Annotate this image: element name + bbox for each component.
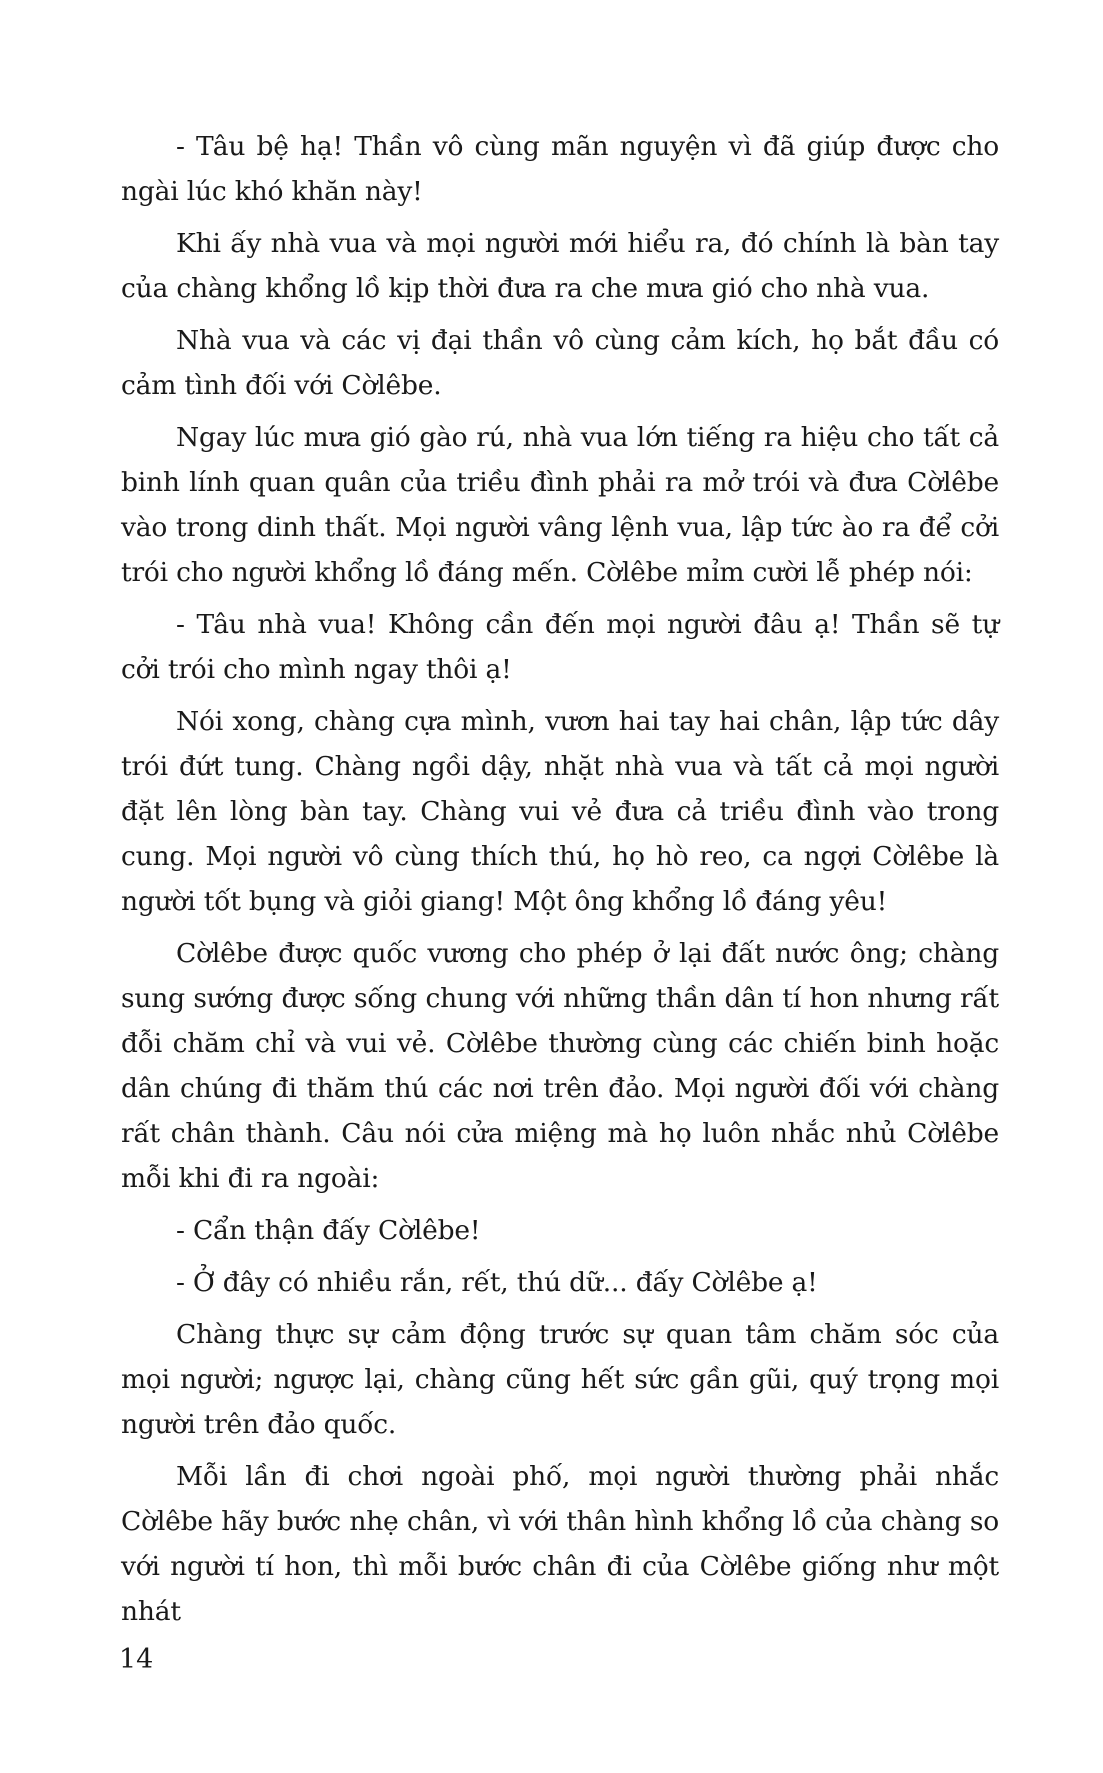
paragraph: - Tâu nhà vua! Không cần đến mọi người đâu ạ! Thần sẽ tự cởi trói cho mình ngay thôi ạ! [121,609,999,685]
paragraph: Khi ấy nhà vua và mọi người mới hiểu ra, đó chính là bàn tay của chàng khổng lồ kịp thời đưa ra che mưa gió cho nhà vua. [121,228,999,304]
paragraph: - Cẩn thận đấy Cờlêbe! [176,1215,481,1246]
paragraph: Ngay lúc mưa gió gào rú, nhà vua lớn tiếng ra hiệu cho tất cả binh lính quan quân của triều đình phải ra mở trói và đưa Cờlêbe vào trong dinh thất. Mọi người vâng lệnh vua, lập tức ào ra để cởi trói cho người khổng lồ đáng mến. Cờlêbe mỉm cười lễ phép nói: [121,422,999,588]
page-body [121,124,999,1641]
page-number: 14 [119,1644,154,1675]
paragraph: Mỗi lần đi chơi ngoài phố, mọi người thường phải nhắc Cờlêbe hãy bước nhẹ chân, vì với thân hình khổng lồ của chàng so với người tí hon, thì mỗi bước chân đi của Cờlêbe giống như một nhát [121,1461,999,1627]
paragraph: Nói xong, chàng cựa mình, vươn hai tay hai chân, lập tức dây trói đứt tung. Chàng ngồi dậy, nhặt nhà vua và tất cả mọi người đặt lên lòng bàn tay. Chàng vui vẻ đưa cả triều đình vào trong cung. Mọi người vô cùng thích thú, họ hò reo, ca ngợi Cờlêbe là người tốt bụng và giỏi giang! Một ông khổng lồ đáng yêu! [121,706,999,917]
paragraph: - Ở đây có nhiều rắn, rết, thú dữ... đấy Cờlêbe ạ! [176,1267,818,1298]
paragraph: Nhà vua và các vị đại thần vô cùng cảm kích, họ bắt đầu có cảm tình đối với Cờlêbe. [121,325,999,401]
paragraph: Cờlêbe được quốc vương cho phép ở lại đất nước ông; chàng sung sướng được sống chung với những thần dân tí hon nhưng rất đỗi chăm chỉ và vui vẻ. Cờlêbe thường cùng các chiến binh hoặc dân chúng đi thăm thú các nơi trên đảo. Mọi người đối với chàng rất chân thành. Câu nói cửa miệng mà họ luôn nhắc nhủ Cờlêbe mỗi khi đi ra ngoài: [121,938,999,1194]
paragraph: - Tâu bệ hạ! Thần vô cùng mãn nguyện vì đã giúp được cho ngài lúc khó khăn này! [121,131,999,207]
paragraph: Chàng thực sự cảm động trước sự quan tâm chăm sóc của mọi người; ngược lại, chàng cũng hết sức gần gũi, quý trọng mọi người trên đảo quốc. [121,1319,999,1440]
